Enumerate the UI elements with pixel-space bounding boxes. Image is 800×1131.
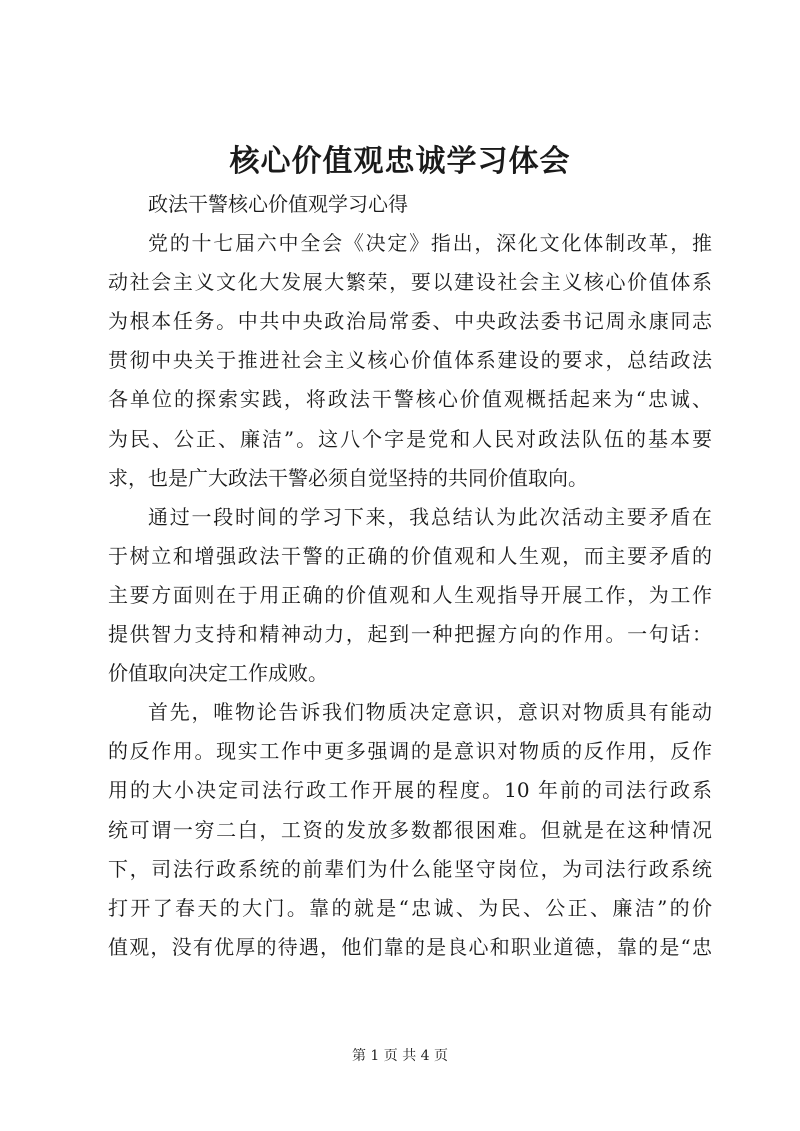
text-line: 打开了春天的大门。靠的就是“忠诚、为民、公正、廉洁”的价	[108, 895, 712, 920]
text-line: 下，司法行政系统的前辈们为什么能坚守岗位，为司法行政系统	[108, 856, 712, 881]
text-line: 通过一段时间的学习下来，我总结认为此次活动主要矛盾在	[148, 504, 712, 529]
text-line: 政法干警核心价值观学习心得	[148, 192, 408, 216]
document-body	[108, 185, 712, 967]
text-line: 值观，没有优厚的待遇，他们靠的是良心和职业道德，靠的是“忠	[108, 934, 712, 959]
text-line: 动社会主义文化大发展大繁荣，要以建设社会主义核心价值体系	[108, 270, 712, 295]
text-line: 贯彻中央关于推进社会主义核心价值体系建设的要求，总结政法	[108, 348, 712, 373]
text-line: 统可谓一穷二白，工资的发放多数都很困难。但就是在这种情况	[108, 817, 712, 842]
text-line: 主要方面则在于用正确的价值观和人生观指导开展工作，为工作	[108, 582, 712, 607]
text-line: 的反作用。现实工作中更多强调的是意识对物质的反作用，反作	[108, 739, 712, 764]
text-line: 各单位的探索实践，将政法干警核心价值观概括起来为“忠诚、	[108, 387, 712, 412]
text-line: 于树立和增强政法干警的正确的价值观和人生观，而主要矛盾的	[108, 543, 712, 568]
text-line: 为根本任务。中共中央政治局常委、中央政法委书记周永康同志	[108, 309, 712, 334]
text-line: 提供智力支持和精神动力，起到一种把握方向的作用。一句话：	[108, 622, 712, 647]
text-line: 党的十七届六中全会《决定》指出，深化文化体制改革，推	[148, 231, 712, 256]
text-line: 用的大小决定司法行政工作开展的程度。10 年前的司法行政系	[108, 778, 712, 803]
text-line: 首先，唯物论告诉我们物质决定意识，意识对物质具有能动	[148, 700, 712, 725]
text-line: 价值取向决定工作成败。	[108, 661, 328, 686]
document-title: 核心价值观忠诚学习体会	[229, 144, 571, 179]
page-footer: 第 1 页 共 4 页	[351, 1048, 449, 1064]
text-line: 求，也是广大政法干警必须自觉坚持的共同价值取向。	[108, 465, 588, 490]
text-line: 为民、公正、廉洁”。这八个字是党和人民对政法队伍的基本要	[108, 426, 712, 451]
